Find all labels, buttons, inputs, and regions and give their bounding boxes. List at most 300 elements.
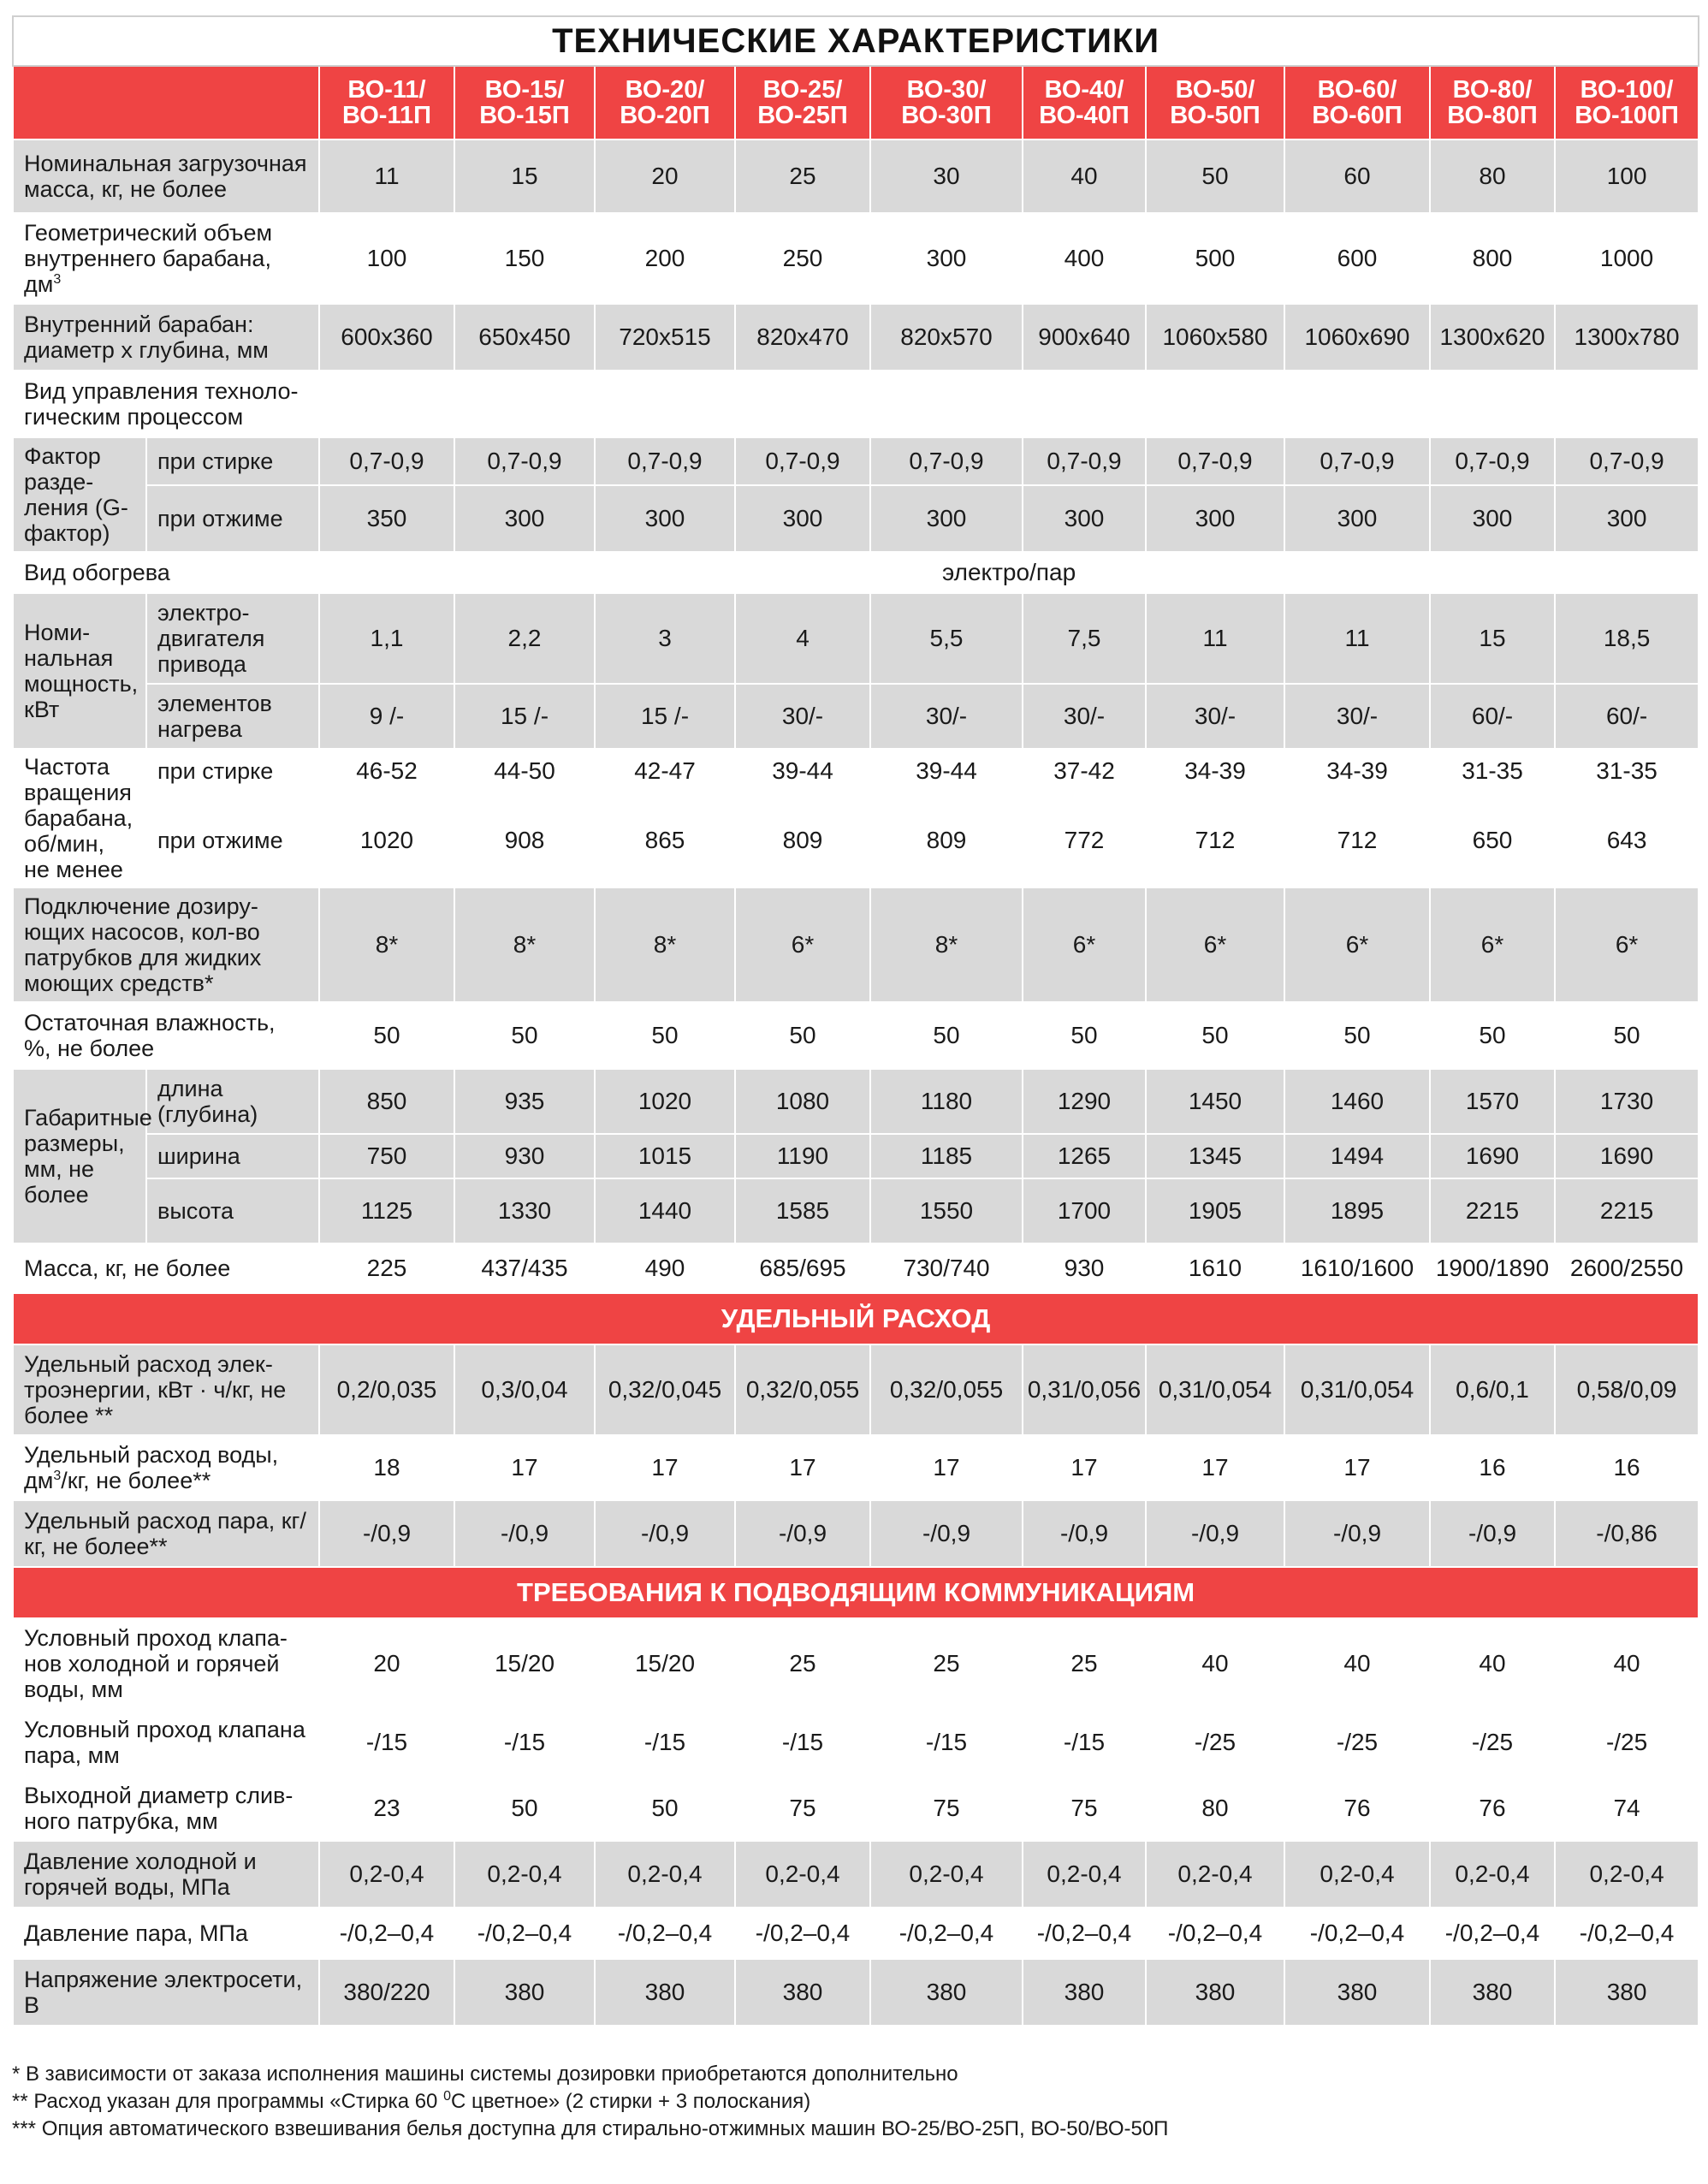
value-cell: 1060x690 — [1284, 304, 1430, 371]
row-label-text: Номинальная загрузочная масса, кг, не более — [24, 151, 307, 202]
value-cell: 380 — [1146, 1959, 1284, 2026]
value-cell: 0,58/0,09 — [1555, 1344, 1699, 1435]
table-row — [13, 1500, 1699, 1567]
value-cell: 4 — [735, 593, 870, 684]
value-cell: 50 — [595, 1002, 735, 1069]
table-row — [13, 304, 1699, 371]
section-requirements: ТРЕБОВАНИЯ К ПОДВОДЯЩИМ КОММУНИКАЦИЯМ — [13, 1567, 1699, 1618]
value-cell: 25 — [735, 1618, 870, 1709]
value-cell: 50 — [1284, 1002, 1430, 1069]
value-cell: 930 — [1023, 1243, 1146, 1293]
footnote-1: * В зависимости от заказа исполнения машины системы дозировки приобретаются дополнительно — [12, 2062, 958, 2086]
value-cell: 850 — [319, 1069, 454, 1134]
value-cell: 730/740 — [870, 1243, 1023, 1293]
model-name-line2: ВО-20П — [620, 102, 710, 129]
model-name-line1: ВО-11/ — [347, 76, 426, 104]
row-label-text: Давление пара, МПа — [24, 1920, 248, 1946]
value-cell: 490 — [595, 1243, 735, 1293]
value-cell: -/15 — [735, 1709, 870, 1776]
model-name-line2: ВО-40П — [1039, 102, 1130, 129]
value-cell: 1550 — [870, 1178, 1023, 1243]
value-cell: 8* — [595, 887, 735, 1002]
value-cell: 30/- — [735, 684, 870, 749]
row-sub-label: при отжиме — [146, 793, 319, 887]
value-cell: 17 — [454, 1435, 595, 1500]
row-label — [13, 1500, 319, 1567]
value-cell: 600x360 — [319, 304, 454, 371]
value-cell: 650 — [1430, 793, 1555, 887]
value-cell: 2600/2550 — [1555, 1243, 1699, 1293]
value-cell: 300 — [595, 485, 735, 552]
table-row — [13, 552, 1699, 593]
value-cell: 500 — [1146, 213, 1284, 304]
value-cell: 40 — [1555, 1618, 1699, 1709]
value-cell: 1730 — [1555, 1069, 1699, 1134]
value-cell: -/15 — [1023, 1709, 1146, 1776]
footnotes — [12, 2061, 1698, 2143]
value-cell: 42-47 — [595, 749, 735, 793]
value-cell: 76 — [1284, 1776, 1430, 1841]
value-cell: 600 — [1284, 213, 1430, 304]
value-cell: 300 — [1146, 485, 1284, 552]
value-cell: 750 — [319, 1134, 454, 1178]
value-cell — [595, 371, 735, 437]
value-cell: 0,3/0,04 — [454, 1344, 595, 1435]
merged-value: электро/пар — [319, 552, 1699, 593]
row-label — [13, 1618, 319, 1709]
value-cell: -/0,9 — [1430, 1500, 1555, 1567]
value-cell: -/15 — [319, 1709, 454, 1776]
value-cell: 6* — [1146, 887, 1284, 1002]
value-cell — [454, 371, 595, 437]
value-cell: 6* — [1555, 887, 1699, 1002]
model-name-line1: ВО-40/ — [1044, 76, 1124, 104]
value-cell: -/15 — [870, 1709, 1023, 1776]
value-cell: 20 — [319, 1618, 454, 1709]
row-label — [13, 371, 319, 437]
model-name-line1: ВО-50/ — [1175, 76, 1255, 104]
value-cell: 60/- — [1555, 684, 1699, 749]
table-row — [13, 1243, 1699, 1293]
value-cell: 0,2-0,4 — [1284, 1841, 1430, 1908]
value-cell: 3 — [595, 593, 735, 684]
value-cell: 720x515 — [595, 304, 735, 371]
value-cell: 1015 — [595, 1134, 735, 1178]
table-row — [13, 1908, 1699, 1959]
value-cell — [1023, 371, 1146, 437]
value-cell: -/0,2–0,4 — [1430, 1908, 1555, 1959]
value-cell: 1895 — [1284, 1178, 1430, 1243]
row-label — [13, 1435, 319, 1500]
value-cell: 46-52 — [319, 749, 454, 793]
value-cell: 18,5 — [1555, 593, 1699, 684]
value-cell: 300 — [870, 485, 1023, 552]
model-header-row — [13, 66, 1699, 139]
value-cell: 16 — [1555, 1435, 1699, 1500]
value-cell: 0,7-0,9 — [1555, 437, 1699, 485]
value-cell: 50 — [1430, 1002, 1555, 1069]
value-cell: 1905 — [1146, 1178, 1284, 1243]
footnote-2-start: ** Расход указан для программы «Стирка 60 — [12, 2090, 444, 2113]
value-cell: 31-35 — [1555, 749, 1699, 793]
table-row — [13, 1178, 1699, 1243]
value-cell: 74 — [1555, 1776, 1699, 1841]
row-label-text: Вид обогрева — [24, 560, 170, 585]
model-name-line2: ВО-80П — [1447, 102, 1538, 129]
value-cell: 15 /- — [595, 684, 735, 749]
value-cell: 0,7-0,9 — [1284, 437, 1430, 485]
value-cell: 1190 — [735, 1134, 870, 1178]
table-row — [13, 1134, 1699, 1178]
value-cell: 2,2 — [454, 593, 595, 684]
value-cell: 1494 — [1284, 1134, 1430, 1178]
section-specific-consumption: УДЕЛЬНЫЙ РАСХОД — [13, 1293, 1699, 1344]
value-cell: 820x570 — [870, 304, 1023, 371]
table-row — [13, 684, 1699, 749]
value-cell: 0,2-0,4 — [595, 1841, 735, 1908]
row-label-text: Геометрический объем внутреннего барабана, дм — [24, 220, 273, 297]
value-cell: 25 — [1023, 1618, 1146, 1709]
value-cell: 8* — [319, 887, 454, 1002]
value-cell: 380 — [1023, 1959, 1146, 2026]
table-row — [13, 485, 1699, 552]
value-cell: 935 — [454, 1069, 595, 1134]
value-cell: 0,7-0,9 — [1146, 437, 1284, 485]
model-header — [1430, 66, 1555, 139]
value-cell: 30/- — [1284, 684, 1430, 749]
value-cell: 76 — [1430, 1776, 1555, 1841]
value-cell: 380 — [1284, 1959, 1430, 2026]
row-label — [13, 139, 319, 213]
value-cell: 23 — [319, 1776, 454, 1841]
value-cell: 17 — [1284, 1435, 1430, 1500]
value-cell: 8* — [870, 887, 1023, 1002]
row-label-text: Остаточная влажность, %, не более — [24, 1010, 276, 1061]
model-name-line2: ВО-11П — [342, 102, 431, 129]
value-cell: 1585 — [735, 1178, 870, 1243]
value-cell: 380 — [1430, 1959, 1555, 2026]
model-header — [319, 66, 454, 139]
value-cell: 50 — [1023, 1002, 1146, 1069]
row-label-text: Условный проход клапа-нов холодной и горячей воды, мм — [24, 1625, 288, 1702]
table-row — [13, 1435, 1699, 1500]
value-cell: 11 — [1284, 593, 1430, 684]
value-cell: 30/- — [870, 684, 1023, 749]
value-cell: 0,31/0,054 — [1146, 1344, 1284, 1435]
value-cell: 1570 — [1430, 1069, 1555, 1134]
table-row — [13, 749, 1699, 793]
model-header — [1146, 66, 1284, 139]
value-cell: 380 — [595, 1959, 735, 2026]
value-cell: 6* — [1023, 887, 1146, 1002]
row-label — [13, 1709, 319, 1776]
value-cell: 0,31/0,056 — [1023, 1344, 1146, 1435]
value-cell: 1080 — [735, 1069, 870, 1134]
value-cell: -/0,2–0,4 — [1555, 1908, 1699, 1959]
value-cell: 1300x620 — [1430, 304, 1555, 371]
value-cell: 80 — [1146, 1776, 1284, 1841]
value-cell: 300 — [1284, 485, 1430, 552]
value-cell: 930 — [454, 1134, 595, 1178]
value-cell: 900x640 — [1023, 304, 1146, 371]
row-label-text: Вид управления техноло-гическим процессом — [24, 378, 299, 430]
value-cell: 9 /- — [319, 684, 454, 749]
table-row — [13, 139, 1699, 213]
value-cell: 7,5 — [1023, 593, 1146, 684]
value-cell: 30 — [870, 139, 1023, 213]
value-cell: 25 — [870, 1618, 1023, 1709]
value-cell: 1610 — [1146, 1243, 1284, 1293]
value-cell: 0,7-0,9 — [454, 437, 595, 485]
value-cell: 5,5 — [870, 593, 1023, 684]
table-row — [13, 1002, 1699, 1069]
row-label — [13, 1002, 319, 1069]
model-name-line1: ВО-100/ — [1580, 76, 1674, 104]
value-cell: -/0,9 — [319, 1500, 454, 1567]
row-label — [13, 1344, 319, 1435]
value-cell — [319, 371, 454, 437]
value-cell: 50 — [454, 1002, 595, 1069]
value-cell: 0,32/0,045 — [595, 1344, 735, 1435]
value-cell: -/0,2–0,4 — [454, 1908, 595, 1959]
value-cell: 11 — [1146, 593, 1284, 684]
value-cell: 40 — [1284, 1618, 1430, 1709]
value-cell: 0,2-0,4 — [735, 1841, 870, 1908]
value-cell: 1,1 — [319, 593, 454, 684]
value-cell — [1430, 371, 1555, 437]
value-cell: 30/- — [1023, 684, 1146, 749]
value-cell: 16 — [1430, 1435, 1555, 1500]
row-label-text: Условный проход клапана пара, мм — [24, 1717, 305, 1768]
value-cell: 50 — [735, 1002, 870, 1069]
header-blank-cell — [13, 66, 319, 139]
row-sub-label: элементов нагрева — [146, 684, 319, 749]
table-row — [13, 1709, 1699, 1776]
value-cell: -/0,9 — [595, 1500, 735, 1567]
value-cell: 60 — [1284, 139, 1430, 213]
value-cell: 865 — [595, 793, 735, 887]
model-name-line2: ВО-30П — [901, 102, 992, 129]
row-group-label: Фактор разде-ления (G-фактор) — [13, 437, 146, 552]
value-cell: 60/- — [1430, 684, 1555, 749]
value-cell: 1060x580 — [1146, 304, 1284, 371]
row-sub-label: электро-двигателя привода — [146, 593, 319, 684]
value-cell: 1345 — [1146, 1134, 1284, 1178]
model-name-line1: ВО-25/ — [762, 76, 843, 104]
row-label — [13, 1243, 319, 1293]
value-cell: 75 — [1023, 1776, 1146, 1841]
value-cell: 44-50 — [454, 749, 595, 793]
row-label-text: Подключение дозиру-ющих насосов, кол-во патрубков для жидких моющих средств* — [24, 893, 262, 996]
value-cell: 6* — [1284, 887, 1430, 1002]
value-cell: 39-44 — [735, 749, 870, 793]
table-row — [13, 213, 1699, 304]
value-cell: -/0,9 — [1284, 1500, 1430, 1567]
value-cell: 75 — [735, 1776, 870, 1841]
table-row — [13, 1618, 1699, 1709]
row-label-text: Напряжение электросети, В — [24, 1967, 303, 2018]
value-cell: 31-35 — [1430, 749, 1555, 793]
value-cell: 0,2-0,4 — [1146, 1841, 1284, 1908]
value-cell: 0,7-0,9 — [595, 437, 735, 485]
value-cell: -/0,9 — [1023, 1500, 1146, 1567]
model-header — [454, 66, 595, 139]
value-cell: 0,32/0,055 — [735, 1344, 870, 1435]
value-cell: 0,2-0,4 — [319, 1841, 454, 1908]
table-row — [13, 1959, 1699, 2026]
row-label-text: Удельный расход пара, кг/кг, не более** — [24, 1508, 306, 1559]
value-cell: 1450 — [1146, 1069, 1284, 1134]
value-cell: -/25 — [1555, 1709, 1699, 1776]
value-cell: 2215 — [1555, 1178, 1699, 1243]
value-cell: 17 — [1146, 1435, 1284, 1500]
model-name-line1: ВО-60/ — [1317, 76, 1397, 104]
value-cell: 1900/1890 — [1430, 1243, 1555, 1293]
value-cell: 1000 — [1555, 213, 1699, 304]
value-cell: 772 — [1023, 793, 1146, 887]
row-label-text: Внутренний барабан: диаметр х глубина, мм — [24, 312, 269, 363]
value-cell: 50 — [319, 1002, 454, 1069]
value-cell: 50 — [454, 1776, 595, 1841]
specs-body — [13, 139, 1699, 1293]
row-label-text: Давление холодной и горячей воды, МПа — [24, 1849, 257, 1900]
row-group-label: Частота вращения барабана, об/мин, не менее — [13, 749, 146, 887]
value-cell: 1265 — [1023, 1134, 1146, 1178]
value-cell: 6* — [1430, 887, 1555, 1002]
model-name-line2: ВО-15П — [479, 102, 570, 129]
value-cell: 0,2-0,4 — [454, 1841, 595, 1908]
value-cell: -/25 — [1430, 1709, 1555, 1776]
table-row — [13, 437, 1699, 485]
row-label-superscript: 3 — [53, 1469, 62, 1483]
value-cell: 643 — [1555, 793, 1699, 887]
row-group-label: Габаритные размеры, мм, не более — [13, 1069, 146, 1243]
value-cell: 380 — [1555, 1959, 1699, 2026]
value-cell: 0,2/0,035 — [319, 1344, 454, 1435]
value-cell: 30/- — [1146, 684, 1284, 749]
row-label-superscript: 3 — [53, 272, 62, 287]
row-label — [13, 1776, 319, 1841]
value-cell: -/0,2–0,4 — [735, 1908, 870, 1959]
model-name-line1: ВО-15/ — [484, 76, 565, 104]
model-name-line2: ВО-25П — [757, 102, 848, 129]
model-name-line2: ВО-60П — [1312, 102, 1403, 129]
value-cell: 50 — [1146, 1002, 1284, 1069]
value-cell: 40 — [1023, 139, 1146, 213]
value-cell: -/25 — [1146, 1709, 1284, 1776]
value-cell: 18 — [319, 1435, 454, 1500]
spec-table — [12, 15, 1699, 2027]
value-cell — [1284, 371, 1430, 437]
value-cell: 80 — [1430, 139, 1555, 213]
value-cell: 0,7-0,9 — [1023, 437, 1146, 485]
value-cell: 50 — [595, 1776, 735, 1841]
value-cell: 1300x780 — [1555, 304, 1699, 371]
value-cell: 50 — [1146, 139, 1284, 213]
value-cell — [1146, 371, 1284, 437]
value-cell: 15/20 — [454, 1618, 595, 1709]
value-cell: 34-39 — [1146, 749, 1284, 793]
value-cell: 300 — [1555, 485, 1699, 552]
requirements-body — [13, 1618, 1699, 2026]
row-label — [13, 1841, 319, 1908]
value-cell: 20 — [595, 139, 735, 213]
value-cell: 400 — [1023, 213, 1146, 304]
value-cell: 809 — [735, 793, 870, 887]
value-cell: -/15 — [454, 1709, 595, 1776]
value-cell: 17 — [870, 1435, 1023, 1500]
value-cell: -/0,9 — [870, 1500, 1023, 1567]
model-name-line1: ВО-80/ — [1452, 76, 1533, 104]
value-cell: 908 — [454, 793, 595, 887]
row-label — [13, 1959, 319, 2026]
row-sub-label: при стирке — [146, 749, 319, 793]
row-sub-label: высота — [146, 1178, 319, 1243]
value-cell: 11 — [319, 139, 454, 213]
model-header — [595, 66, 735, 139]
row-sub-label: при стирке — [146, 437, 319, 485]
model-header — [1555, 66, 1699, 139]
value-cell: 380 — [870, 1959, 1023, 2026]
value-cell: -/0,2–0,4 — [319, 1908, 454, 1959]
value-cell — [1555, 371, 1699, 437]
value-cell: 820x470 — [735, 304, 870, 371]
model-header — [735, 66, 870, 139]
value-cell: 0,32/0,055 — [870, 1344, 1023, 1435]
value-cell: 39-44 — [870, 749, 1023, 793]
value-cell: 50 — [1555, 1002, 1699, 1069]
value-cell: 800 — [1430, 213, 1555, 304]
value-cell: -/0,2–0,4 — [870, 1908, 1023, 1959]
model-name-line2: ВО-50П — [1170, 102, 1260, 129]
value-cell: 1330 — [454, 1178, 595, 1243]
value-cell: 380 — [454, 1959, 595, 2026]
value-cell: -/0,2–0,4 — [1146, 1908, 1284, 1959]
value-cell: 1610/1600 — [1284, 1243, 1430, 1293]
value-cell: 15 — [454, 139, 595, 213]
value-cell: 200 — [595, 213, 735, 304]
table-row — [13, 371, 1699, 437]
value-cell: 1290 — [1023, 1069, 1146, 1134]
value-cell: 380/220 — [319, 1959, 454, 2026]
value-cell: 0,7-0,9 — [319, 437, 454, 485]
value-cell: 0,2-0,4 — [1430, 1841, 1555, 1908]
value-cell: 712 — [1146, 793, 1284, 887]
model-name-line1: ВО-30/ — [906, 76, 987, 104]
value-cell: 1700 — [1023, 1178, 1146, 1243]
value-cell: 17 — [595, 1435, 735, 1500]
value-cell: 2215 — [1430, 1178, 1555, 1243]
footnote-2 — [12, 2088, 1698, 2116]
value-cell: 50 — [870, 1002, 1023, 1069]
value-cell: 1460 — [1284, 1069, 1430, 1134]
value-cell: 0,7-0,9 — [870, 437, 1023, 485]
table-row — [13, 1069, 1699, 1134]
row-label — [13, 213, 319, 304]
value-cell: -/0,9 — [735, 1500, 870, 1567]
value-cell: 1690 — [1555, 1134, 1699, 1178]
value-cell — [735, 371, 870, 437]
value-cell: 0,7-0,9 — [735, 437, 870, 485]
value-cell: 1690 — [1430, 1134, 1555, 1178]
model-header — [1284, 66, 1430, 139]
row-sub-label: ширина — [146, 1134, 319, 1178]
row-label-text: Масса, кг, не более — [24, 1255, 231, 1281]
value-cell: 685/695 — [735, 1243, 870, 1293]
value-cell: -/0,2–0,4 — [595, 1908, 735, 1959]
value-cell: 1180 — [870, 1069, 1023, 1134]
value-cell: 40 — [1146, 1618, 1284, 1709]
